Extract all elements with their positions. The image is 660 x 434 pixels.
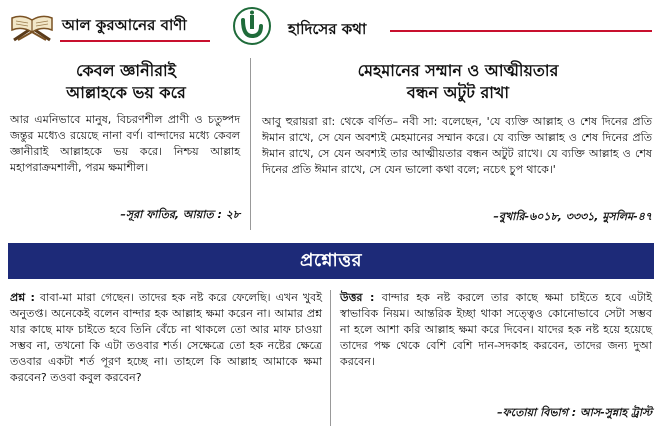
question-label: প্রশ্ন :	[10, 291, 35, 304]
hadith-title-rule	[390, 30, 652, 32]
hadith-section-title: হাদিসের কথা	[288, 20, 367, 38]
quran-heading-line1: কেবল জ্ঞানীরাই	[76, 61, 176, 80]
hadith-logo-icon	[232, 6, 272, 46]
quran-section-title: আল কুরআনের বাণী	[62, 16, 187, 34]
hadith-heading	[262, 60, 654, 105]
hadith-heading-line1: মেহমানের সম্মান ও আত্মীয়তার	[357, 61, 559, 80]
hadith-text: আবু হুরায়রা রা: থেকে বর্ণিত– নবী সা: বলেছেন, 'যে ব্যক্তি আল্লাহ ও শেষ দিনের প্রতি ঈমান রাখে, সে যেন অবশ্যই মেহমানের সম্মান করে। যে ব্যক্তি আল্লাহ ও শেষ দিনের প্রতি ঈমান রাখে, সে যেন অবশ্যই তার আত্মীয়তার বন্ধন অটুট রাখে। যে ব্যক্তি আল্লাহ ও শেষ দিনের প্রতি ঈমান রাখে, সে যেন ভালো কথা বলে; নচেৎ চুপ থাকে।'	[262, 115, 652, 176]
quran-verse-text: আর এমনিভাবে মানুষ, বিচরণশীল প্রাণী ও চতুষ্পদ জন্তুর মধ্যেও রয়েছে নানা বর্ণ। বান্দাদের মধ্যে কেবল জ্ঞানীরাই আল্লাহকে ভয় করে। নিশ্চয় আল্লাহ মহাপরাক্রমশালী, পরম ক্ষমাশীল।	[10, 113, 240, 174]
qa-banner-title: প্রশ্নোত্তর	[300, 249, 362, 271]
answer-label: উত্তর :	[340, 291, 375, 304]
hadith-heading-line2: বন্ধন অটুট রাখা	[406, 83, 510, 103]
answer-source: –ফতোয়া বিভাগ : আস-সুন্নাহ ট্রাস্ট	[497, 406, 652, 419]
qa-divider	[330, 290, 331, 426]
hadith-reference: –বুখারি-৬০১৮, ৩৩৩১, মুসলিম-৪৭	[493, 210, 652, 223]
quran-title-rule	[60, 40, 210, 42]
answer-block	[340, 290, 652, 370]
column-divider	[250, 58, 251, 230]
question-text: বাবা-মা মারা গেছেন। তাদের হক নষ্ট করে ফেলেছি। এখন খুবই অনুতপ্ত। অনেকেই বলেন বান্দার হক আল্লাহ ক্ষমা করেন না। আমার প্রশ্ন যার কাছে মাফ চাইতে হবে তিনি বেঁচে না থাকলে তো আর মাফ চাওয়া সম্ভব না, তখনো কি এটা তওবার শর্ত। সেক্ষেত্রে তো হক নষ্টের ক্ষেত্রে তওবার একটা শর্ত পূরণ হচ্ছে না। তাহলে কি আল্লাহ আমাকে ক্ষমা করবেন? তওবা কবুল করবেন?	[10, 291, 322, 384]
quran-verse-reference: –সূরা ফাতির, আয়াত : ২৮	[120, 208, 240, 221]
quran-book-icon	[8, 10, 56, 42]
question-block	[10, 290, 322, 386]
qa-banner	[8, 243, 654, 279]
answer-text: বান্দার হক নষ্ট করলে তার কাছে ক্ষমা চাইতে হবে এটাই স্বাভাবিক নিয়ম। আন্তরিক ইচ্ছা থাকা সত্ত্বেও কোনোভাবে সেটা সম্ভব না হলে আশা করি আল্লাহ ক্ষমা করে দিবেন। যাদের হক নষ্ট হয়ে হয়েছে তাদের পক্ষ থেকে বেশি বেশি দান-সদকাহ করবেন, তাদের জন্য দুআ করবেন।	[340, 291, 653, 368]
quran-heading-line2: আল্লাহকে ভয় করে	[66, 83, 186, 103]
quran-heading	[10, 60, 242, 105]
